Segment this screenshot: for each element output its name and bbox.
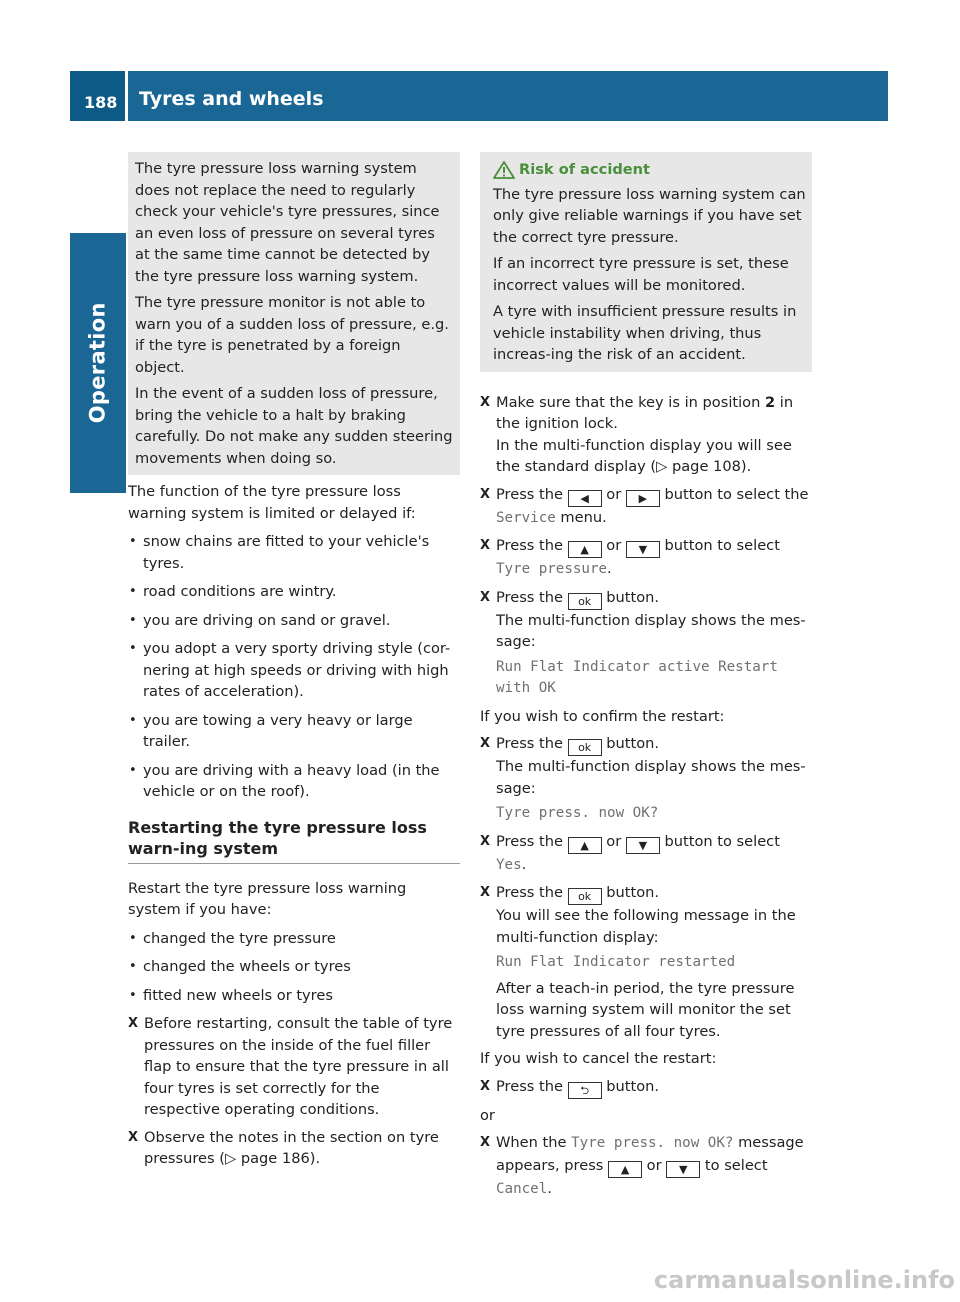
down-arrow-key-icon: ▼ — [626, 541, 660, 558]
step-result: After a teach-in period, the tyre pressure loss warning system will monitor the set tyre pressures of all four tyres. — [496, 979, 795, 1040]
step-marker-icon: X — [480, 736, 491, 751]
left-column — [128, 152, 460, 1176]
step-result: In the multi-function display you will see the standard display (▷ page 108). — [496, 436, 792, 475]
warning-box — [480, 152, 812, 372]
step-marker-icon: X — [480, 486, 491, 502]
list-item: • you are driving on sand or gravel. — [128, 610, 460, 632]
note-paragraph: The tyre pressure monitor is not able to warn you of a sudden loss of pressure, e.g. if the tyre is penetrated by a foreign object. — [135, 294, 449, 376]
display-text: Tyre pressure — [496, 561, 608, 577]
step-result: The multi-function display shows the mes-sage: — [496, 758, 806, 797]
confirm-intro: If you wish to confirm the restart: — [480, 707, 725, 725]
note-paragraph: The tyre pressure loss warning system does not replace the need to regularly check your vehicle's tyre pressures, since an even loss of pressure on several tyres at the same time cannot be detected by the tyre pressure loss warning system. — [135, 160, 440, 285]
display-text: Cancel — [496, 1180, 548, 1197]
list-item: • changed the tyre pressure — [128, 928, 460, 950]
step-marker-icon: X — [480, 885, 491, 900]
list-item: • snow chains are fitted to your vehicle's tyres. — [128, 531, 460, 574]
ok-key-icon: ok — [568, 593, 602, 610]
up-arrow-key-icon: ▲ — [568, 541, 602, 558]
step-marker-icon: X — [480, 394, 491, 410]
display-message: Tyre press. now OK? — [496, 805, 659, 821]
step-marker-icon: X — [480, 1135, 491, 1150]
list-item: • changed the wheels or tyres — [128, 956, 460, 978]
step-text: button to select the — [659, 485, 809, 503]
step-item — [480, 484, 812, 530]
step-text: message appears, press — [496, 1134, 804, 1174]
step-text: Press the — [496, 884, 568, 901]
step-text: Press the — [496, 537, 568, 554]
step-text: button. — [601, 588, 660, 606]
step-text: When the — [496, 1134, 572, 1151]
step-text: or — [601, 832, 626, 850]
function-intro: The function of the tyre pressure loss warning system is limited or delayed if: — [128, 483, 416, 522]
step-text: . — [607, 560, 612, 577]
cancel-intro: If you wish to cancel the restart: — [480, 1050, 717, 1067]
step-result: You will see the following message in the multi-function display: — [496, 907, 796, 946]
step-item — [480, 1132, 812, 1200]
list-item: • road conditions are wintry. — [128, 581, 460, 603]
step-text: Press the — [496, 1077, 568, 1095]
page-number: 188 — [84, 93, 118, 112]
key-position: 2 — [764, 393, 776, 411]
note-box — [128, 152, 460, 475]
step-item — [480, 392, 812, 478]
up-arrow-key-icon: ▲ — [568, 837, 602, 854]
step-marker-icon: X — [480, 1078, 491, 1094]
warning-paragraph: A tyre with insufficient pressure results in vehicle instability when driving, thus increas-ing the risk of an accident. — [493, 303, 797, 363]
step-text: or — [601, 537, 626, 554]
warning-paragraph: The tyre pressure loss warning system can only give reliable warnings if you have set the correct tyre pressure. — [493, 185, 806, 246]
section-heading: Restarting the tyre pressure loss warn-ing system — [128, 817, 460, 864]
step-marker-icon: X — [128, 1016, 139, 1031]
step-text: Press the — [496, 832, 568, 850]
step-text: Press the — [496, 588, 568, 606]
step-item — [480, 882, 812, 1042]
display-message: Run Flat Indicator active Restart with OK — [496, 658, 778, 696]
side-tab-label: Operation — [85, 302, 110, 424]
step-text: button to select — [659, 537, 780, 554]
step-text: button. — [601, 884, 660, 901]
list-item: • fitted new wheels or tyres — [128, 985, 460, 1007]
chapter-title: Tyres and wheels — [139, 88, 324, 110]
step-text: or — [601, 485, 626, 503]
step-text: to select — [700, 1156, 768, 1174]
step-item — [480, 587, 812, 700]
step-item — [480, 831, 812, 877]
ok-key-icon: ok — [568, 888, 602, 905]
step-text: button. — [601, 735, 660, 752]
down-arrow-key-icon: ▼ — [666, 1161, 700, 1178]
step-text: in the ignition lock. — [496, 393, 794, 432]
list-item: • you are driving with a heavy load (in the vehicle or on the roof). — [128, 760, 460, 803]
note-paragraph: In the event of a sudden loss of pressure, bring the vehicle to a halt by braking carefully. Do not make any sudden steering movements when doing so. — [135, 385, 453, 467]
restart-intro: Restart the tyre pressure loss warning system if you have: — [128, 879, 407, 918]
right-column — [480, 152, 812, 1206]
or-word: or — [480, 1106, 495, 1124]
list-item: • you adopt a very sporty driving style (cor-nering at high speeds or driving with high rates of acceleration). — [128, 638, 460, 703]
step-marker-icon: X — [128, 1129, 139, 1145]
step-marker-icon: X — [480, 833, 491, 849]
step-marker-icon: X — [480, 538, 491, 553]
step-item — [480, 733, 812, 825]
step-text: button to select — [659, 832, 780, 850]
step-text: Press the — [496, 485, 568, 503]
step-text: Observe the notes in the section on tyre pressures (▷ page 186). — [144, 1128, 439, 1167]
warning-triangle-icon — [493, 161, 515, 179]
step-text: Make sure that the key is in position — [496, 393, 765, 411]
step-text: button. — [601, 1077, 660, 1095]
display-text: Tyre press. now OK? — [571, 1135, 734, 1151]
step-item — [128, 1127, 460, 1170]
warning-title — [486, 159, 806, 181]
step-item — [480, 1076, 812, 1099]
display-message: Run Flat Indicator restarted — [496, 954, 736, 970]
step-result: The multi-function display shows the mes-sage: — [496, 611, 806, 650]
step-text: Before restarting, consult the table of tyre pressures on the inside of the fuel filler flap to ensure that the tyre pressure in all four tyres is set correctly for the respective operating conditions. — [144, 1015, 453, 1118]
step-item — [480, 535, 812, 581]
watermark: carmanualsonline.info — [653, 1266, 955, 1294]
step-marker-icon: X — [480, 589, 491, 605]
left-arrow-key-icon: ◀ — [568, 490, 602, 507]
back-key-icon: ⮌ — [568, 1082, 602, 1099]
up-arrow-key-icon: ▲ — [608, 1161, 642, 1178]
step-text: or — [642, 1156, 667, 1174]
step-text: menu. — [555, 508, 607, 526]
display-text: Yes — [496, 856, 522, 873]
ok-key-icon: ok — [568, 739, 602, 756]
warning-title-text: Risk of accident — [519, 161, 651, 178]
side-tab-label-wrap — [70, 233, 126, 493]
step-text: . — [547, 1179, 552, 1197]
step-text: Press the — [496, 735, 568, 752]
down-arrow-key-icon: ▼ — [626, 837, 660, 854]
header-divider — [125, 71, 128, 121]
right-arrow-key-icon: ▶ — [626, 490, 660, 507]
step-text: . — [521, 855, 527, 873]
warning-paragraph: If an incorrect tyre pressure is set, these incorrect values will be monitored. — [493, 255, 789, 294]
display-text: Service — [496, 509, 556, 526]
list-item: • you are towing a very heavy or large trailer. — [128, 710, 460, 753]
step-item — [128, 1013, 460, 1121]
